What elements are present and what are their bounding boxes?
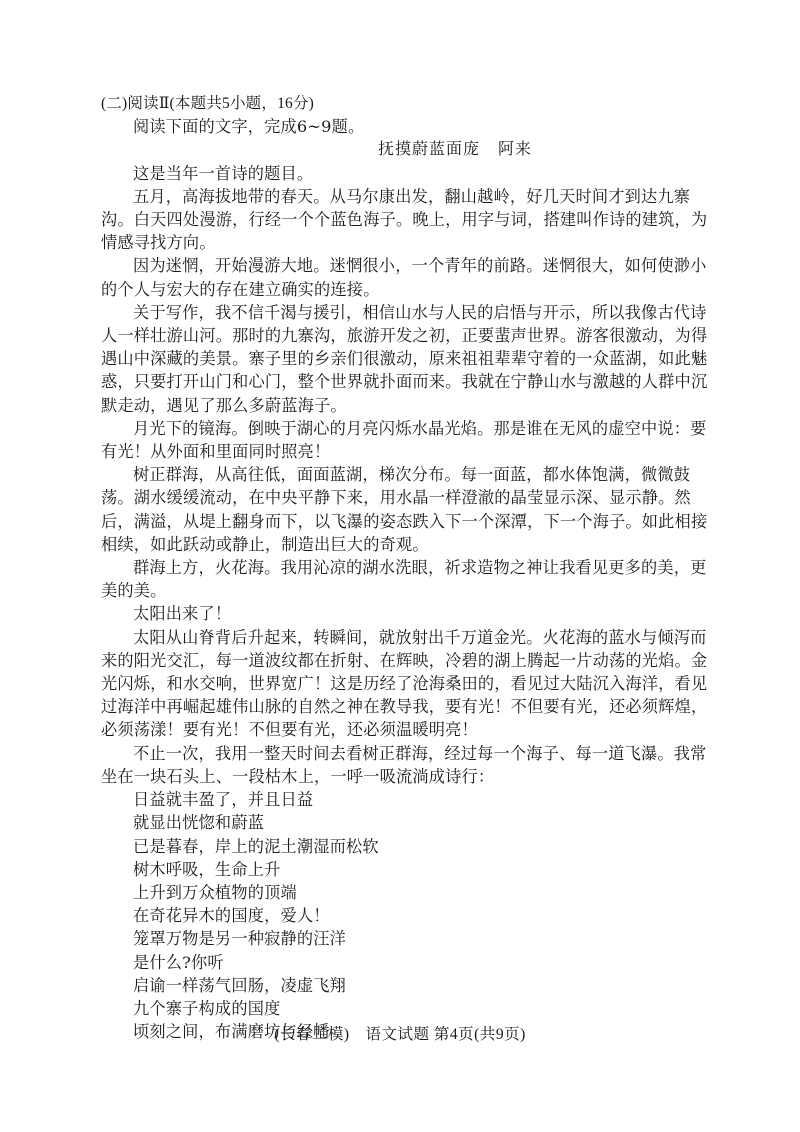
poem-line: 启谕一样荡气回肠，凌虚飞翔: [133, 975, 347, 995]
poem-line: 日益就丰盈了，并且日益: [133, 790, 314, 810]
paragraph-line: 这是当年一首诗的题目。: [133, 163, 314, 183]
paragraph-line: 五月，高海拔地带的春天。从马尔康出发，翻山越岭，好几天时间才到达九寨: [133, 186, 691, 206]
paragraph-line: 默走动，遇见了那么多蔚蓝海子。: [101, 395, 347, 415]
paragraph: [101, 463, 713, 556]
paragraph-line: 光闪烁，和水交响，世界宽广！这是历经了沧海桑田的，看见过大陆沉入海洋，看见: [101, 674, 708, 694]
paragraph-line: 惑，只要打开山门和心门，整个世界就扑面而来。我就在宁静山水与激越的人群中沉: [101, 372, 708, 392]
paragraph: [101, 742, 713, 788]
paragraph: [101, 556, 713, 602]
paragraph-line: 荡。湖水缓缓流动，在中央平静下来，用水晶一样澄澈的晶莹显示深、显示静。然: [101, 488, 691, 508]
paragraph-line: 过海洋中再崛起雄伟山脉的自然之神在教导我，要有光！不但要有光，还必须辉煌，: [101, 697, 708, 717]
paragraph-line: 树正群海，从高往低，面面蓝湖，梯次分布。每一面蓝，都水体饱满，微微鼓: [133, 465, 691, 485]
paragraph: [101, 602, 713, 625]
paragraph-line: 情感寻找方向。: [101, 233, 216, 253]
paragraph-line: 因为迷惘，开始漫游大地。迷惘很小，一个青年的前路。迷惘很大，如何使渺小: [133, 256, 707, 276]
paragraph-line: 太阳出来了！: [133, 604, 232, 624]
poem-line: 已是暮春，岸上的泥土潮湿而松软: [133, 836, 379, 856]
poem-block: [101, 788, 713, 1043]
paragraph: [101, 254, 713, 300]
paragraph: [101, 626, 713, 742]
article-title: 抚摸蔚蓝面庞: [377, 141, 480, 159]
paragraph-line: 后，满溢，从堤上翻身而下，以飞瀑的姿态跌入下一个深潭，下一个海子。如此相接: [101, 511, 708, 531]
paragraph-line: 相续，如此跃动或静止，制造出巨大的奇观。: [101, 534, 429, 554]
paragraph-line: 坐在一块石头上、一段枯木上，一呼一吸流淌成诗行：: [101, 766, 495, 786]
poem-line: 九个寨子构成的国度: [133, 998, 281, 1018]
paragraph-line: 来的阳光交汇，每一道波纹都在折射、在辉映，冷碧的湖上腾起一片动荡的光焰。金: [101, 650, 708, 670]
paragraph-line: 人一样壮游山河。那时的九寨沟，旅游开发之初，正要蜚声世界。游客很激动，为得: [101, 326, 708, 346]
poem-line: 树木呼吸，生命上升: [133, 859, 281, 879]
article-author: 阿来: [498, 141, 533, 159]
poem-line: 就显出恍惚和蔚蓝: [133, 813, 265, 833]
paragraph-line: 的个人与宏大的存在建立确实的连接。: [101, 279, 380, 299]
poem-line: 是什么?你听: [133, 952, 224, 972]
paragraph-line: 月光下的镜海。倒映于湖心的月亮闪烁水晶光焰。那是谁在无风的虚空中说：要: [133, 418, 707, 438]
exam-page: [101, 92, 713, 1043]
paragraph: [101, 417, 713, 463]
paragraph: [101, 301, 713, 417]
paragraph-line: 必须荡漾！要有光！不但要有光，还必须温暖明亮！: [101, 720, 478, 740]
poem-line: 在奇花异木的国度，爱人！: [133, 906, 330, 926]
paragraph: [101, 162, 713, 185]
article-title-line: [101, 138, 713, 161]
paragraph: [101, 185, 713, 255]
paragraph-line: 不止一次，我用一整天时间去看树正群海，经过每一个海子、每一道飞瀑。我常: [133, 743, 707, 763]
poem-line: 笼罩万物是另一种寂静的汪洋: [133, 929, 347, 949]
paragraph-line: 关于写作，我不信千渴与援引，相信山水与人民的启悟与开示，所以我像古代诗: [133, 302, 707, 322]
paragraph-line: 美的美。: [101, 581, 167, 601]
paragraph-line: 太阳从山脊背后升起来，转瞬间，就放射出千万道金光。火花海的蓝水与倾泻而: [133, 627, 707, 647]
reading-instruction: 阅读下面的文字，完成6~9题。: [133, 117, 365, 137]
poem-line: 上升到万众植物的顶端: [133, 882, 297, 902]
article-body: [101, 162, 713, 788]
paragraph-line: 沟。白天四处漫游，行经一个个蓝色海子。晚上，用字与词，搭建叫作诗的建筑，为: [101, 210, 708, 230]
paragraph-line: 群海上方，火花海。我用沁凉的湖水洗眼，祈求造物之神让我看见更多的美，更: [133, 558, 707, 578]
page-footer: (长春二模) 语文试题 第4页(共9页): [274, 1026, 526, 1043]
paragraph-line: 有光！从外面和里面同时照亮！: [101, 442, 331, 462]
poem-line: 顷刻之间，布满磨坊与经幡: [133, 1022, 330, 1042]
paragraph-line: 遇山中深藏的美景。寨子里的乡亲们很激动，原来祖祖辈辈守着的一众蓝湖，如此魅: [101, 349, 708, 369]
section-heading: (二)阅读Ⅱ(本题共5小题，16分): [101, 95, 315, 112]
